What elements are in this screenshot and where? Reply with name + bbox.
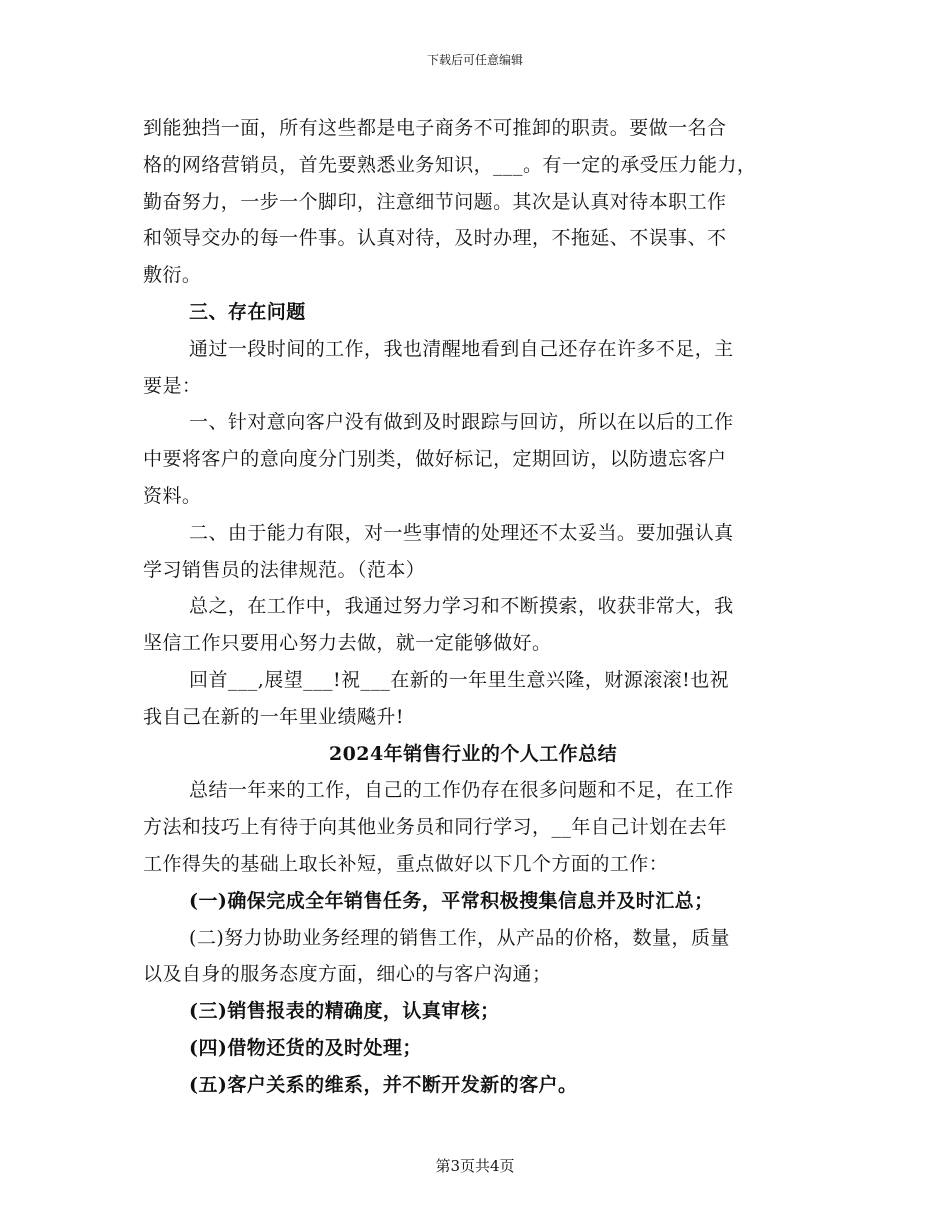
paragraph-problem-two <box>143 515 823 589</box>
text-line: (五)客户关系的维系，并不断开发新的客户。 <box>189 1073 578 1096</box>
text-line: 总之，在工作中，我通过努力学习和不断摸索，收获非常大，我 <box>189 595 734 618</box>
text-line: 我自己在新的一年里业绩飚升! <box>143 705 404 728</box>
text-line: 回首___,展望___!祝___在新的一年里生意兴隆，财源滚滚!也祝 <box>189 668 730 691</box>
paragraph-year-review <box>143 772 823 882</box>
paragraph-shortcomings-intro <box>143 331 823 405</box>
text-line: 资料。 <box>143 484 202 507</box>
text-line: 工作得失的基础上取长补短，重点做好以下几个方面的工作： <box>143 852 669 875</box>
heading-text: 三、存在问题 <box>189 300 306 323</box>
text-line: 敷衍。 <box>143 264 202 287</box>
text-line: 中要将客户的意向度分门别类，做好标记，定期回访，以防遗忘客户 <box>143 448 727 471</box>
text-line: 格的网络营销员，首先要熟悉业务知识，___。有一定的承受压力能力， <box>143 153 757 176</box>
list-item-client-relations <box>143 1067 823 1104</box>
section-heading-problems <box>143 294 823 331</box>
list-item-assist-manager <box>143 920 823 994</box>
page-header: 下载后可任意编辑 <box>426 53 523 67</box>
title-text: 2024年销售行业的个人工作总结 <box>328 742 618 765</box>
text-line: 勤奋努力，一步一个脚印，注意细节问题。其次是认真对待本职工作 <box>143 190 727 213</box>
list-item-goods-return <box>143 1030 823 1067</box>
text-line: 总结一年来的工作，自己的工作仍存在很多问题和不足，在工作 <box>189 779 734 802</box>
text-line: 方法和技巧上有待于向其他业务员和同行学习，__年自己计划在去年 <box>143 816 727 839</box>
list-item-sales-report <box>143 993 823 1030</box>
text-line: 到能独挡一面，所有这些都是电子商务不可推卸的职责。要做一名合 <box>143 117 727 139</box>
list-item-sales-target <box>143 883 823 920</box>
text-line: 以及自身的服务态度方面，细心的与客户沟通； <box>143 963 552 986</box>
paragraph-outlook <box>143 662 823 736</box>
text-line: 通过一段时间的工作，我也清醒地看到自己还存在许多不足，主 <box>189 337 734 360</box>
document-body <box>143 110 823 1104</box>
paragraph-problem-one <box>143 404 823 514</box>
text-line: 二、由于能力有限，对一些事情的处理还不太妥当。要加强认真 <box>189 521 734 544</box>
text-line: (二)努力协助业务经理的销售工作，从产品的价格，数量，质量 <box>189 926 730 949</box>
text-line: (四)借物还货的及时处理； <box>189 1036 422 1059</box>
document-title <box>143 736 823 773</box>
page-footer: 第3页共4页 <box>435 1157 515 1175</box>
text-line: (三)销售报表的精确度，认真审核； <box>189 1000 500 1023</box>
paragraph-summary <box>143 588 823 662</box>
text-line: 要是： <box>143 374 202 397</box>
text-line: (一)确保完成全年销售任务，平常积极搜集信息并及时汇总； <box>189 889 714 912</box>
paragraph-duties <box>143 110 823 294</box>
text-line: 一、针对意向客户没有做到及时跟踪与回访，所以在以后的工作 <box>189 411 734 434</box>
text-line: 和领导交办的每一件事。认真对待，及时办理，不拖延、不误事、不 <box>143 227 727 250</box>
text-line: 学习销售员的法律规范。（范本） <box>143 558 426 581</box>
text-line: 坚信工作只要用心努力去做，就一定能够做好。 <box>143 632 552 655</box>
